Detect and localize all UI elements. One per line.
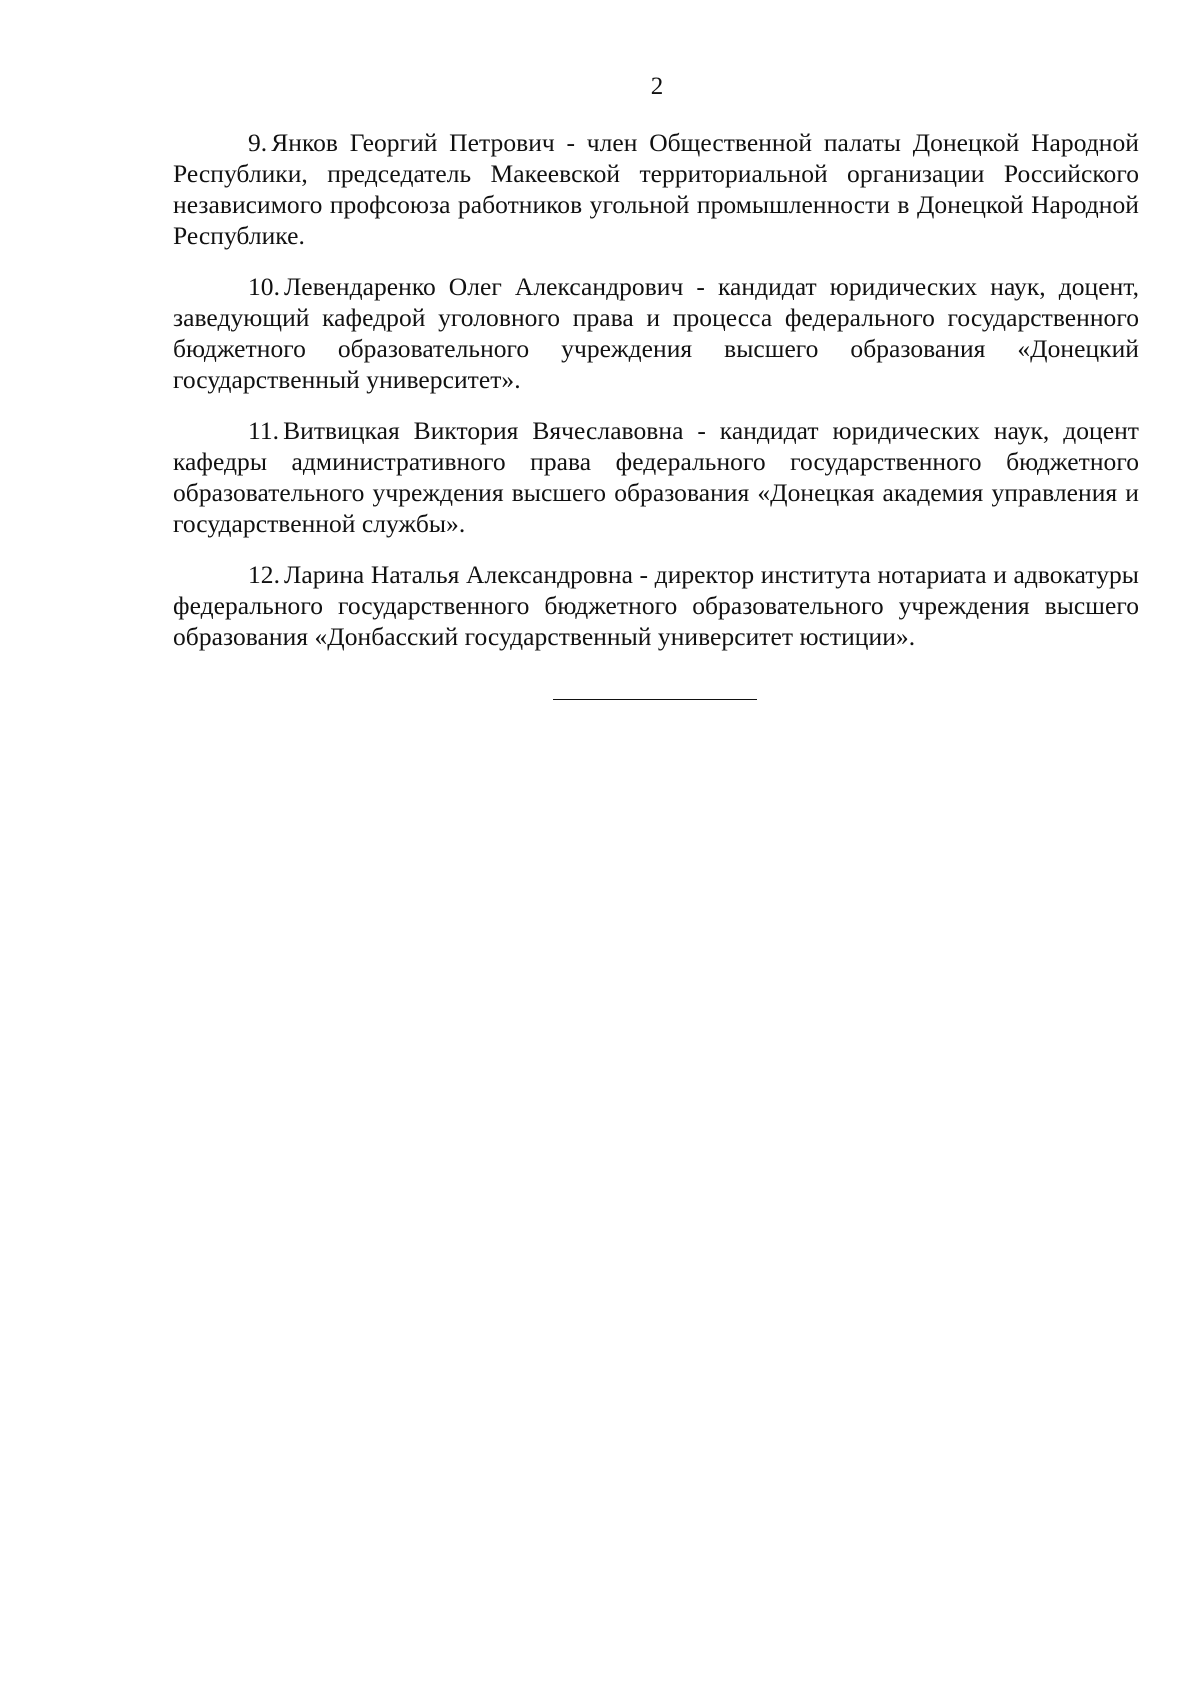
member-list (173, 127, 1139, 672)
list-item (173, 559, 1139, 652)
item-text: Витвицкая Виктория Вячеславовна - кандидат юридических наук, доцент кафедры административного права федерального государственного бюджетного образовательного учреждения высшего образования «Донецкая академия управления и государственной службы». (173, 416, 1139, 538)
page-number: 2 (650, 73, 664, 100)
item-number: 9. (248, 128, 268, 157)
item-number: 11. (248, 416, 280, 445)
item-number: 10. (248, 272, 281, 301)
item-text: Левендаренко Олег Александрович - кандидат юридических наук, доцент, заведующий кафедрой уголовного права и процесса федерального государственного бюджетного образовательного учреждения высшего образования «Донецкий государственный университет». (173, 272, 1139, 394)
list-item (173, 127, 1139, 251)
list-item (173, 415, 1139, 539)
list-item (173, 271, 1139, 395)
item-text: Янков Георгий Петрович - член Общественной палаты Донецкой Народной Республики, председатель Макеевской территориальной организации Российского независимого профсоюза работников угольной промышленности в Донецкой Народной Республике. (173, 128, 1139, 250)
item-text: Ларина Наталья Александровна - директор института нотариата и адвокатуры федерального государственного бюджетного образовательного учреждения высшего образования «Донбасский государственный университет юстиции». (173, 560, 1139, 651)
item-number: 12. (248, 560, 281, 589)
end-separator-line (553, 699, 757, 700)
